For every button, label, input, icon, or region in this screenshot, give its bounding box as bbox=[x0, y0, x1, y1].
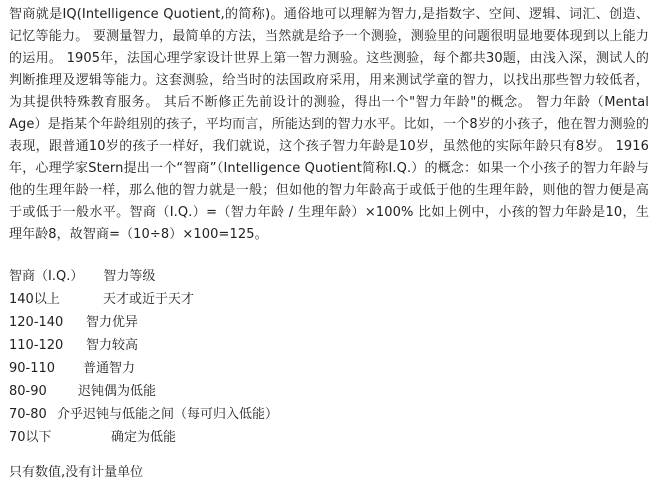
footnote: 只有数值,没有计量单位 bbox=[9, 465, 144, 480]
intelligence-level: 迟钝偶为低能 bbox=[78, 384, 157, 399]
intelligence-level: 智力较高 bbox=[86, 338, 139, 353]
intelligence-level: 天才或近于天才 bbox=[103, 292, 195, 307]
grade-table-header bbox=[9, 266, 155, 288]
level-column-header: 智力等级 bbox=[103, 269, 156, 284]
iq-range: 110-120 bbox=[9, 338, 64, 353]
iq-column-header: 智商（I.Q.） bbox=[9, 269, 84, 284]
iq-range: 70-80 bbox=[9, 407, 47, 422]
intelligence-level: 普通智力 bbox=[83, 361, 136, 376]
iq-range: 140以上 bbox=[9, 292, 60, 307]
iq-range: 80-90 bbox=[9, 384, 47, 399]
iq-range: 120-140 bbox=[9, 315, 64, 330]
intelligence-level: 确定为低能 bbox=[111, 430, 177, 445]
iq-range: 90-110 bbox=[9, 361, 56, 376]
iq-range: 70以下 bbox=[9, 430, 52, 445]
intelligence-level: 智力优异 bbox=[86, 315, 139, 330]
intelligence-level: 介乎迟钝与低能之间（每可归入低能） bbox=[57, 407, 279, 422]
intro-paragraph: 智商就是IQ(Intelligence Quotient,的简称)。通俗地可以理解为智力,是指数字、空间、逻辑、词汇、创造、记忆等能力。 要测量智力，最简单的方法，当然就是给予一个测验，测验里的问题很明显地要体现到以上能力的运用。 1905年，法国心理学家设计世界上第一智力测验。这些测验，每个都共30题，由浅入深，测试人的判断推理及逻辑等能力。这套测验，给当时的法国政府采用，用来测试学童的智力，以找出那些智力较低者，为其提供特殊教育服务。 其后不断修正先前设计的测验，得出一个"智力年龄"的概念。 智力年龄（Mental Age）是指某个年龄组别的孩子，平均而言，所能达到的智力水平。比如，一个8岁的小孩子，他在智力测验的表现，跟普通10岁的孩子一样好，我们就说，这个孩子智力年龄是10岁，虽然他的实际年龄只有8岁。 1916年，心理学家Stern提出一个“智商”（Intelligence Quotient简称I.Q.）的概念：如果一个小孩子的智力年龄与他的生理年龄一样，那么他的智力就是一般；但如他的智力年龄高于或低于他的生理年龄，则他的智力便是高于或低于一般水平。智商（I.Q.）=（智力年龄 / 生理年龄）×100% 比如上例中，小孩的智力年龄是10，生理年龄8，故智商=（10÷8）×100=125。 bbox=[9, 7, 649, 242]
